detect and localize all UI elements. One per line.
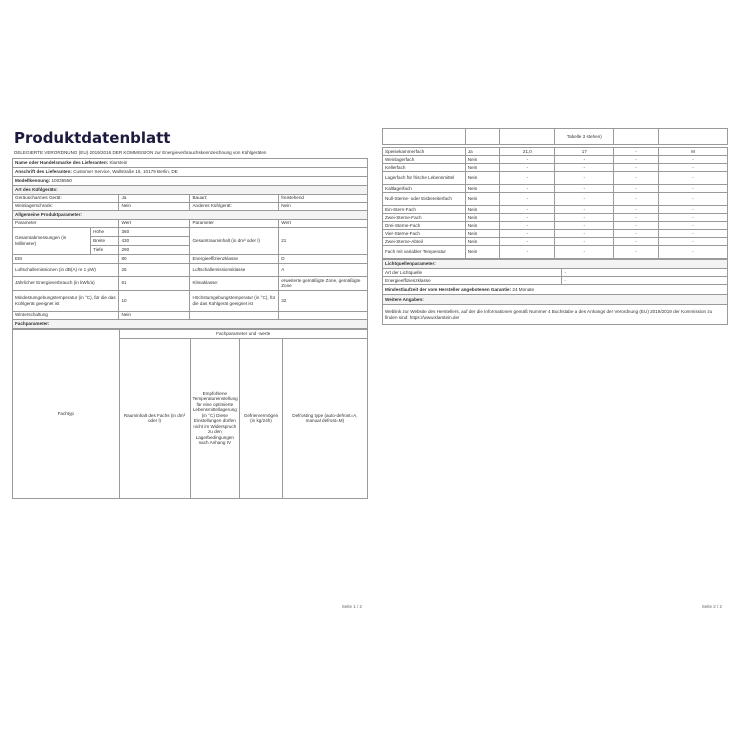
table-row	[383, 156, 728, 164]
cell-temp: 17	[555, 148, 614, 156]
cell-yn: Nein	[465, 156, 500, 164]
cell-temp: -	[555, 206, 614, 214]
cell-yn: Nein	[465, 238, 500, 246]
light-header: Lichtquellenparameter:	[383, 260, 728, 269]
cell-freeze: -	[614, 214, 659, 222]
cell-freeze: -	[614, 148, 659, 156]
table-row	[383, 238, 728, 246]
cell-yn: Nein	[465, 193, 500, 206]
cell-name: Fach mit variabler Temperatur	[383, 246, 466, 259]
cell-vol: -	[500, 193, 555, 206]
cell-freeze: -	[614, 246, 659, 259]
compartment-table	[382, 128, 728, 145]
cell-defrost: -	[658, 156, 727, 164]
cell-yn: Ja	[465, 148, 500, 156]
cell-temp: -	[555, 238, 614, 246]
supplier-value: Klarstein	[109, 159, 128, 165]
cell-freeze: -	[614, 206, 659, 214]
cell-vol: -	[500, 222, 555, 230]
supplier-row	[13, 158, 368, 167]
cell-defrost: M	[658, 148, 727, 156]
table-row	[383, 185, 728, 193]
cell-vol: -	[500, 164, 555, 172]
table-row: Geräuscharmes Gerät: Ja Bauart: freistehend	[13, 194, 368, 202]
compartment-rows	[382, 147, 728, 259]
cell-name: Null-Sterne- oder Eisbereiterfach	[383, 193, 466, 206]
page-title: Produktdatenblatt	[14, 129, 171, 147]
param-head-row: Parameter Wert Parameter Wert	[13, 219, 368, 227]
document-page-2	[382, 128, 728, 609]
cell-name: Vier-Sterne-Fach	[383, 230, 466, 238]
cell-yn: Nein	[465, 172, 500, 185]
cell-temp: -	[555, 193, 614, 206]
regulation-subtitle: DELEGIERTE VERORDNUNG (EU) 2019/2016 DER KOMMISSION zur Energieverbrauchskennzeichnung von Kühlgeräten	[14, 150, 267, 155]
compartment-params-header: Fachparameter:	[13, 319, 368, 328]
table-row	[383, 222, 728, 230]
model-value: 10035550	[51, 177, 72, 183]
cell-name: Lagerfach für frische Lebensmittel	[383, 172, 466, 185]
cell-defrost: -	[658, 193, 727, 206]
cell-temp: -	[555, 222, 614, 230]
table-row: Art der Lichtquelle -	[383, 269, 728, 277]
cell-freeze: -	[614, 185, 659, 193]
cell-defrost: -	[658, 164, 727, 172]
document-page-1	[12, 128, 368, 609]
supplier-label: Name oder Handelsmarke des Lieferanten:	[15, 159, 109, 165]
cell-vol: 21,0	[500, 148, 555, 156]
cell-vol: -	[500, 214, 555, 222]
cell-yn: Nein	[465, 222, 500, 230]
cell-name: Speisekammerfach	[383, 148, 466, 156]
cell-defrost: -	[658, 238, 727, 246]
cell-temp: -	[555, 172, 614, 185]
cell-freeze: -	[614, 193, 659, 206]
table-row: Winterschaltung Nein	[13, 311, 368, 319]
address-label: Anschrift des Lieferanten:	[15, 168, 72, 174]
cell-defrost: -	[658, 230, 727, 238]
cell-yn: Nein	[465, 214, 500, 222]
table-row	[383, 214, 728, 222]
cell-temp: -	[555, 156, 614, 164]
cell-temp: -	[555, 214, 614, 222]
temp-col-header: Empfohlene Temperatureinstellung für eine optimierte Lebensmittellagerung (in °C) Diese Einstellungen dürfen nicht im Widerspruch zu den Lagerbedingungen nach Anhang IV	[190, 338, 240, 498]
cell-name: Zwei-Sterne-Abteil	[383, 238, 466, 246]
table-row: Energieeffizienzklasse -	[383, 277, 728, 285]
table-row	[383, 164, 728, 172]
fachtyp-header: Fachtyp	[13, 329, 120, 498]
cell-temp: -	[555, 246, 614, 259]
cell-defrost: -	[658, 246, 727, 259]
table-row	[383, 206, 728, 214]
product-data-table: Name oder Handelsmarke des Lieferanten: Klarstein Anschrift des Lieferanten: Customer Service, Wallstraße 16, 10179 Berlin, DE Modellkennung: 10035550 Art des Kühlgeräts: Geräuscharmes Gerät: Ja Bauart: freistehend Weinlagerschrank: Nein Anderes Kühlgerät: Nein Allgemeine Produktparameter: Parameter Wert Parameter Wert Gesamtabmessungen (in Millimeter) Höhe 360 Gesamtrauminhalt (in dm³ oder l) 21 Breite 430 Tiefe 290 EEI 80 Energieeffizienzklasse D Luftschallemissionen (in dB(A) re 1 pW) 26 Luftschallemissionsklasse A Jährlicher Energieverbrauch (in kWh/a) 61 Klimaklasse: erweiterte gemäßigte Zone, gemäßigte Zone Mindestumgebungstemperatur (in °C), für die das Kühlgerät geeignet ist 10 Höchstumgebungstemperatur (in °C), für die das Kühlgerät geeignet ist 32 Winterschaltung Nein Fachparameter:	[12, 158, 368, 329]
cell-freeze: -	[614, 164, 659, 172]
cell-vol: -	[500, 206, 555, 214]
table-row	[383, 172, 728, 185]
freeze-col-header: Gefriervermögen (in kg/24h)	[240, 338, 283, 498]
dimensions-label: Gesamtabmessungen (in Millimeter)	[13, 227, 91, 254]
table-row	[383, 193, 728, 206]
warranty-value: 24 Monate	[512, 286, 535, 292]
volume-col-header: Rauminhalt des Fachs (in dm³ oder l)	[119, 338, 190, 498]
table-row: EEI 80 Energieeffizienzklasse D	[13, 254, 368, 263]
defrost-col-header: Defrosting type (auto-defrost=A, manual defrost=M)	[282, 338, 367, 498]
cell-name: Kaltlagerfach	[383, 185, 466, 193]
table-row: Luftschallemissionen (in dB(A) re 1 pW) 26 Luftschallemissionsklasse A	[13, 263, 368, 276]
table-row: Mindestumgebungstemperatur (in °C), für die das Kühlgerät geeignet ist 10 Höchstumgebungstemperatur (in °C), für die das Kühlgerät geeignet ist 32	[13, 290, 368, 311]
cell-vol: -	[500, 156, 555, 164]
fach-group-header: Fachparameter und -werte	[119, 329, 368, 338]
cell-freeze: -	[614, 172, 659, 185]
cell-vol: -	[500, 230, 555, 238]
model-row	[13, 176, 368, 185]
cell-yn: Nein	[465, 206, 500, 214]
address-row	[13, 167, 368, 176]
cell-defrost: -	[658, 214, 727, 222]
cell-vol: -	[500, 246, 555, 259]
model-label: Modellkennung:	[15, 177, 51, 183]
table-row	[383, 246, 728, 259]
cell-vol: -	[500, 238, 555, 246]
page-number: Seite 1 / 2	[341, 604, 362, 609]
cell-name: Kellerfach	[383, 164, 466, 172]
table-row	[383, 230, 728, 238]
volume-label: Gesamtrauminhalt (in dm³ oder l)	[190, 227, 279, 254]
cell-name: Weinlagerfach	[383, 156, 466, 164]
general-params-header: Allgemeine Produktparameter:	[13, 210, 368, 219]
type-header: Art des Kühlgeräts:	[13, 185, 368, 194]
table-note: Tabelle 3 stehen)	[555, 129, 614, 145]
address-value: Customer Service, Wallstraße 16, 10179 Berlin, DE	[73, 168, 178, 174]
table-row: Weinlagerschrank: Nein Anderes Kühlgerät: Nein	[13, 202, 368, 210]
cell-temp: -	[555, 164, 614, 172]
cell-freeze: -	[614, 156, 659, 164]
volume-value: 21	[279, 227, 368, 254]
page-number: Seite 2 / 2	[701, 604, 722, 609]
cell-name: Zwei-Sterne-Fach	[383, 214, 466, 222]
cell-defrost: -	[658, 222, 727, 230]
cell-freeze: -	[614, 230, 659, 238]
cell-name: Ein-Stern-Fach	[383, 206, 466, 214]
cell-yn: Nein	[465, 246, 500, 259]
compartment-header-table	[12, 329, 368, 499]
cell-freeze: -	[614, 222, 659, 230]
warranty-row	[383, 285, 728, 295]
cell-yn: Nein	[465, 164, 500, 172]
cell-freeze: -	[614, 238, 659, 246]
table-row	[383, 148, 728, 156]
cell-defrost: -	[658, 172, 727, 185]
cell-temp: -	[555, 185, 614, 193]
cell-defrost: -	[658, 185, 727, 193]
more-info-text: Weblink zur Website des Herstellers, auf der die Informationen gemäß Nummer 4 Buchstabe a des Anhangs der Verordnung (EU) 2019/2019 der Kommission zu finden sind: https://www.klarstein.de/	[383, 305, 728, 325]
cell-yn: Nein	[465, 185, 500, 193]
light-source-table	[382, 259, 728, 325]
cell-name: Drei-Sterne-Fach	[383, 222, 466, 230]
table-row: Jährlicher Energieverbrauch (in kWh/a) 61 Klimaklasse: erweiterte gemäßigte Zone, gemäßigte Zone	[13, 276, 368, 290]
cell-temp: -	[555, 230, 614, 238]
cell-yn: Nein	[465, 230, 500, 238]
more-info-header: Weitere Angaben:	[383, 295, 728, 305]
cell-vol: -	[500, 185, 555, 193]
warranty-label: Mindestlaufzeit der vom Hersteller angebotenen Garantie:	[385, 286, 512, 292]
cell-vol: -	[500, 172, 555, 185]
cell-defrost: -	[658, 206, 727, 214]
